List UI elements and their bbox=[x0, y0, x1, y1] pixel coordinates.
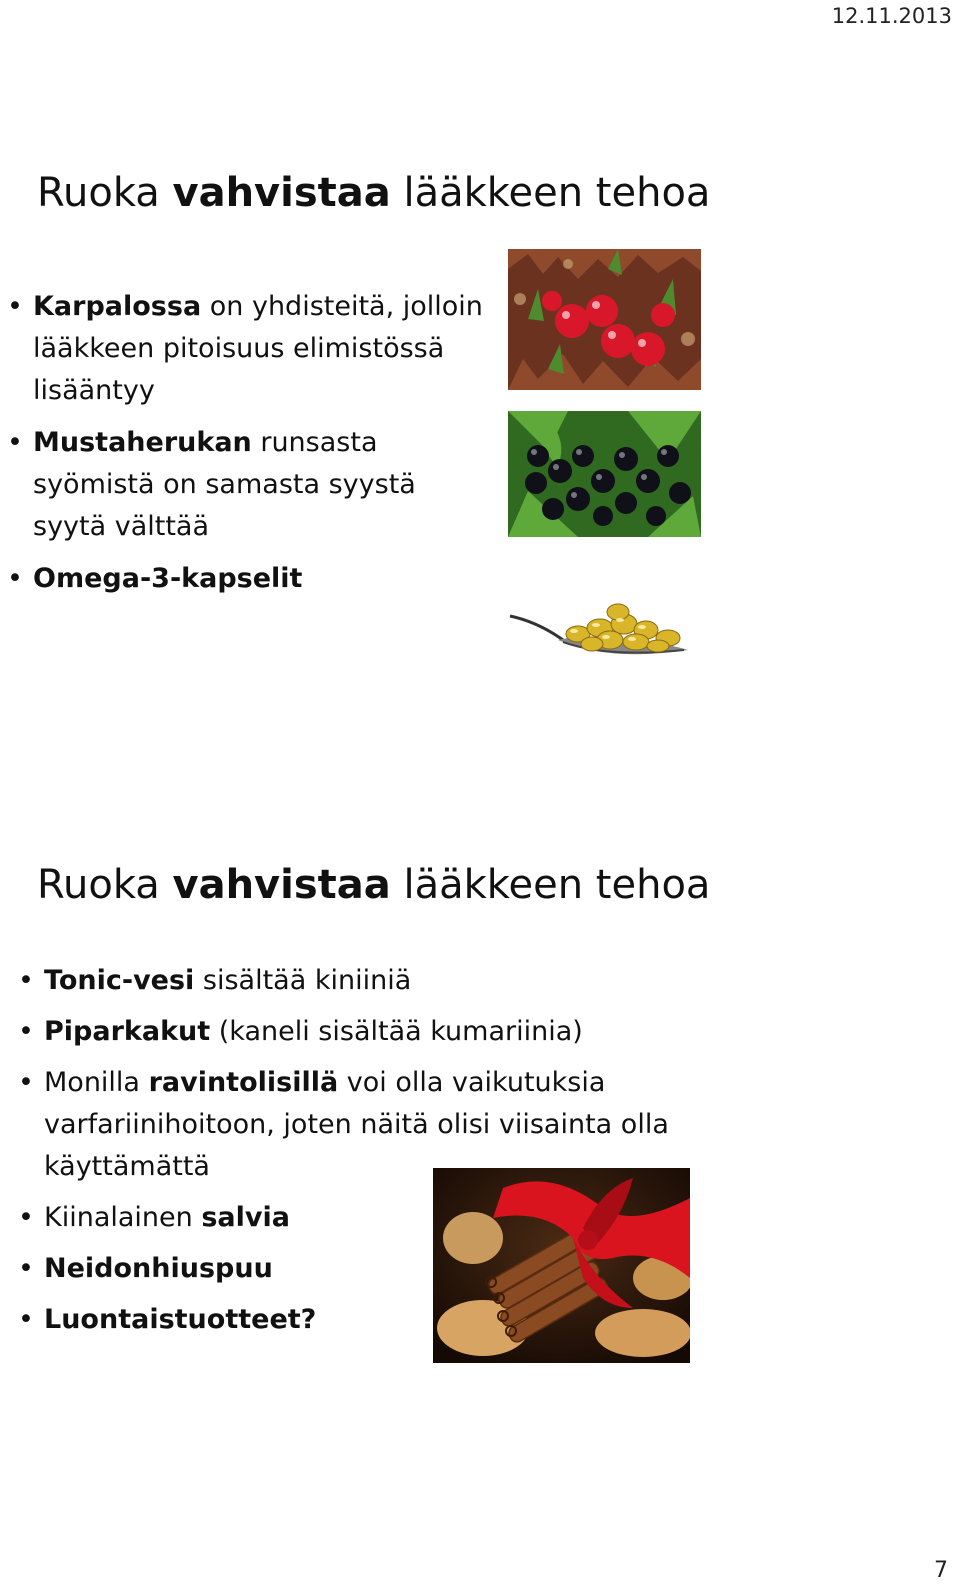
bullet-text: on yhdisteitä, jolloin lääkkeen pitoisuus elimistössä lisääntyy bbox=[33, 291, 483, 406]
bullet-post: voi olla vaikutuksia varfariinihoitoon, joten näitä olisi viisainta olla käyttämättä bbox=[44, 1067, 669, 1182]
bullet-bold: salvia bbox=[201, 1202, 290, 1233]
bullet-bold: Karpalossa bbox=[33, 291, 202, 322]
blackcurrant-illustration bbox=[508, 411, 701, 537]
slide-date: 12.11.2013 bbox=[831, 4, 952, 28]
slide2-title-bold: vahvistaa bbox=[172, 862, 391, 908]
slide1-bullet-list bbox=[33, 286, 483, 610]
bullet-pre: Monilla bbox=[44, 1067, 149, 1098]
bullet-bold: Omega-3-kapselit bbox=[33, 563, 303, 594]
bullet-bold: Tonic-vesi bbox=[44, 965, 195, 996]
slide1-title bbox=[37, 170, 710, 216]
slide1-bullet-cranberry bbox=[33, 286, 483, 412]
slide2-bullet-tonic-water bbox=[44, 960, 744, 1002]
bullet-bold: ravintolisillä bbox=[148, 1067, 339, 1098]
slide1-bullet-omega3 bbox=[33, 558, 483, 600]
bullet-bold: Neidonhiuspuu bbox=[44, 1253, 273, 1284]
slide1-bullet-blackcurrant bbox=[33, 422, 483, 548]
omega3-capsules-image bbox=[508, 600, 698, 670]
bullet-text: runsasta syömistä on samasta syystä syytä välttää bbox=[33, 427, 416, 542]
slide2-title bbox=[37, 862, 710, 908]
bullet-bold: Mustaherukan bbox=[33, 427, 252, 458]
page-number: 7 bbox=[934, 1558, 948, 1583]
bullet-pre: Kiinalainen bbox=[44, 1202, 202, 1233]
bullet-bold: Luontaistuotteet? bbox=[44, 1304, 317, 1335]
omega3-capsules-illustration bbox=[508, 600, 698, 670]
cinnamon-gingerbread-illustration bbox=[433, 1168, 690, 1363]
blackcurrant-image bbox=[508, 411, 701, 537]
slide1-title-bold: vahvistaa bbox=[172, 170, 391, 216]
bullet-post: (kaneli sisältää kumariinia) bbox=[210, 1016, 583, 1047]
bullet-bold: Piparkakut bbox=[44, 1016, 211, 1047]
slide2-title-pre: Ruoka bbox=[37, 862, 173, 908]
slide1-title-post: lääkkeen tehoa bbox=[390, 170, 711, 216]
bullet-post: sisältää kiniiniä bbox=[194, 965, 412, 996]
slide2-bullet-gingerbread bbox=[44, 1011, 744, 1053]
cranberry-image bbox=[508, 249, 701, 390]
cranberry-illustration bbox=[508, 249, 701, 390]
slide1-title-pre: Ruoka bbox=[37, 170, 173, 216]
slide2-title-post: lääkkeen tehoa bbox=[390, 862, 711, 908]
cinnamon-gingerbread-image bbox=[433, 1168, 690, 1363]
